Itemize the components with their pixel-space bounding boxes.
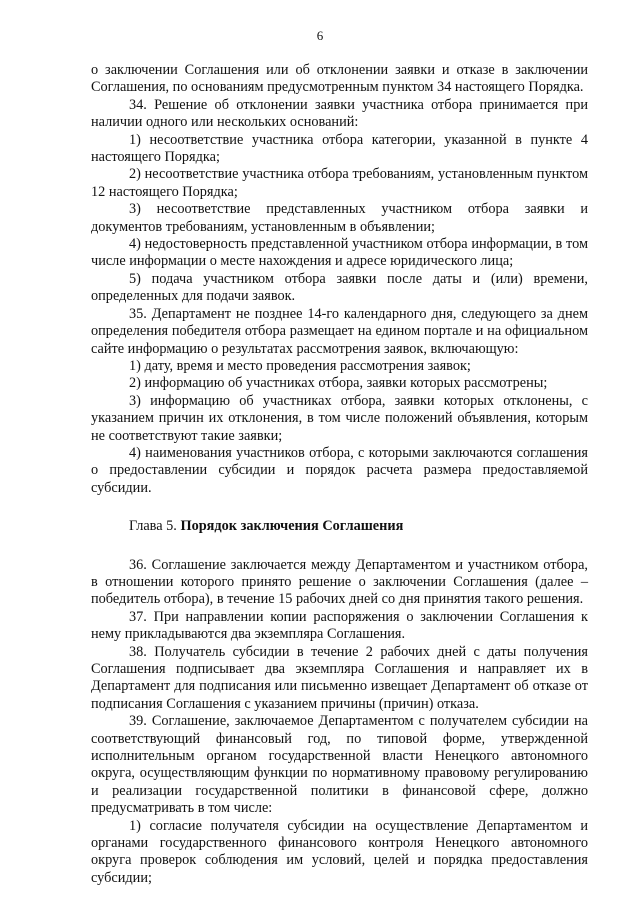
paragraph-35: 35. Департамент не позднее 14-го календарного дня, следующего за днем определения победителя отбора размещает на едином портале и на официальном сайте информацию о результатах рассмотрения заявок, включающую: [91,305,588,357]
paragraph-37: 37. При направлении копии распоряжения о заключении Соглашения к нему прикладываются два экземпляра Соглашения. [91,608,588,643]
document-body [91,62,588,887]
paragraph-continuation: о заключении Соглашения или об отклонении заявки и отказе в заключении Соглашения, по основаниям предусмотренным пунктом 34 настоящего Порядка. [91,62,588,96]
chapter-prefix: Глава 5. [129,518,181,535]
paragraph-35-item-4: 4) наименования участников отбора, с которыми заключаются соглашения о предоставлении субсидии и порядок расчета размера предоставляемой субсидии. [91,444,588,496]
paragraph-38: 38. Получатель субсидии в течение 2 рабочих дней с даты получения Соглашения подписывает два экземпляра Соглашения и направляет их в Департамент для подписания или письменно извещает Департамент об отказе от подписания Соглашения с указанием причины (причин) отказа. [91,643,588,712]
chapter-heading [91,518,588,535]
paragraph-34-item-1: 1) несоответствие участника отбора категории, указанной в пункте 4 настоящего Порядка; [91,131,588,166]
paragraph-39: 39. Соглашение, заключаемое Департаментом с получателем субсидии на соответствующий финансовый год, по типовой форме, утвержденной исполнительным органом государственной власти Ненецкого автономного округа, осуществляющим функции по нормативному правовому регулированию и реализации государственной политики в финансовой сфере, должно предусматривать в том числе: [91,713,588,817]
paragraph-34-item-2: 2) несоответствие участника отбора требованиям, установленным пунктом 12 настоящего Порядка; [91,166,588,200]
paragraph-36: 36. Соглашение заключается между Департаментом и участником отбора, в отношении которого принято решение о заключении Соглашения (далее – победитель отбора), в течение 15 рабочих дней со дня принятия такого решения. [91,556,588,608]
paragraph-35-item-2: 2) информацию об участниках отбора, заявки которых рассмотрены; [129,375,548,392]
paragraph-34-item-5: 5) подача участником отбора заявки после даты и (или) времени, определенных для подачи заявок. [91,270,588,305]
paragraph-35-item-1: 1) дату, время и место проведения рассмотрения заявок; [129,357,471,374]
paragraph-39-item-1: 1) согласие получателя субсидии на осуществление Департаментом и органами государственного финансового контроля Ненецкого автономного округа проверок соблюдения им условий, целей и порядка предоставления субсидии; [91,817,588,886]
paragraph-34: 34. Решение об отклонении заявки участника отбора принимается при наличии одного или нескольких оснований: [91,96,588,131]
paragraph-35-item-3: 3) информацию об участниках отбора, заявки которых отклонены, с указанием причин их отклонения, в том числе положений объявления, которым не соответствуют такие заявки; [91,392,588,444]
page-number: 6 [316,28,324,43]
paragraph-34-item-3: 3) несоответствие представленных участником отбора заявки и документов требованиям, установленным в объявлении; [91,201,588,235]
chapter-title: Порядок заключения Соглашения [180,518,404,535]
paragraph-34-item-4: 4) недостоверность представленной участником отбора информации, в том числе информации о месте нахождения и адресе юридического лица; [91,236,588,270]
